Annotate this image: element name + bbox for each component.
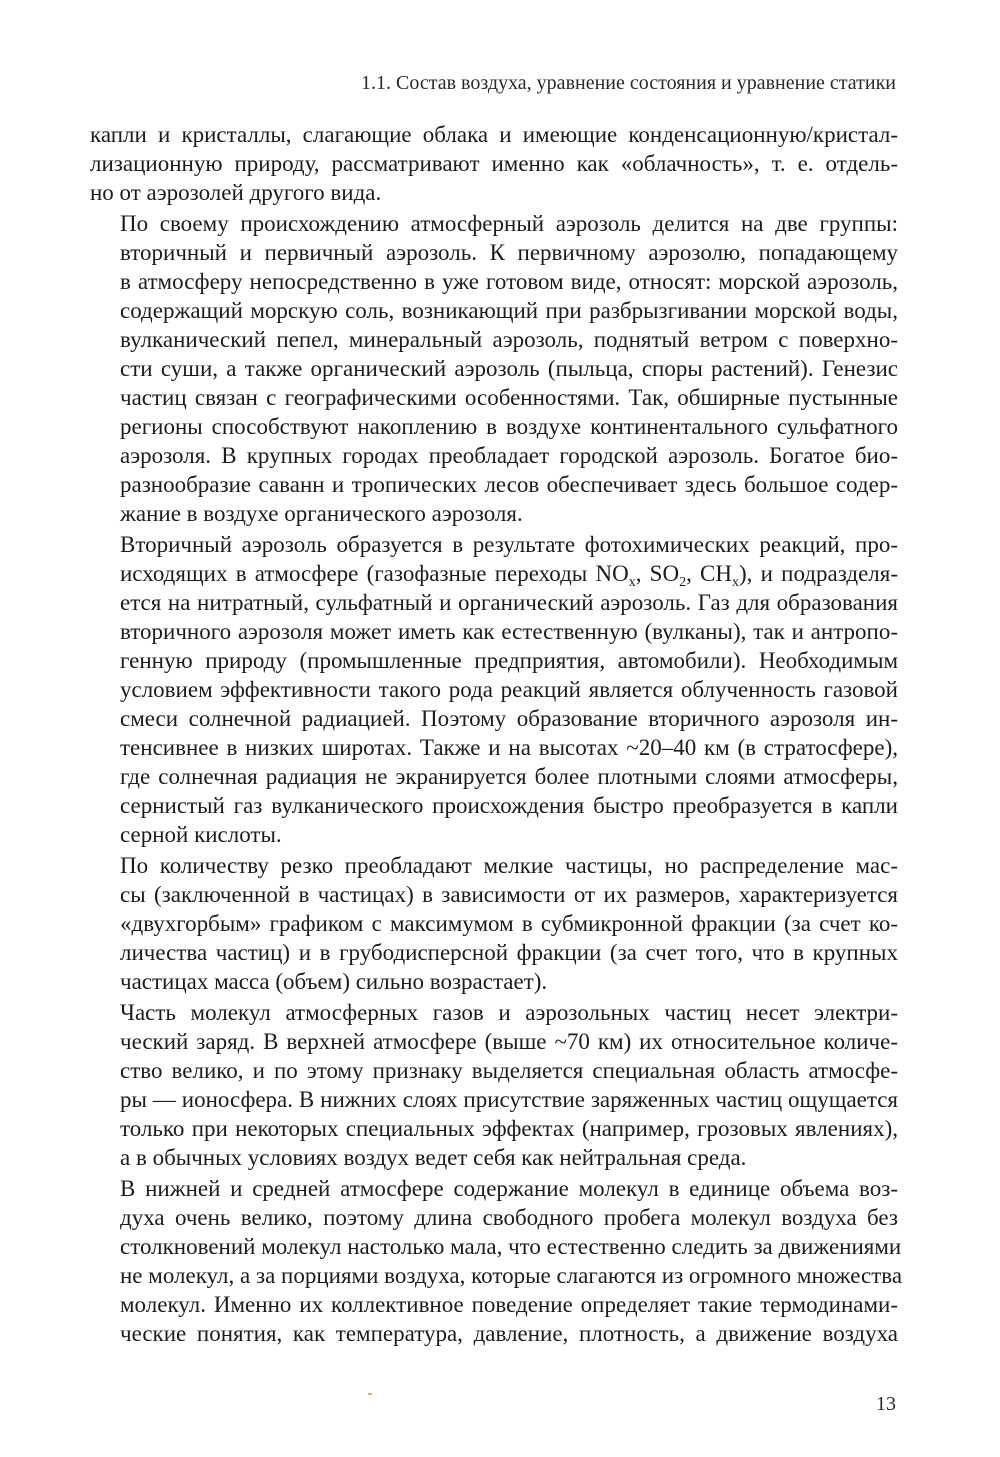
text-segment: , SO (635, 561, 680, 586)
text-segment: сернистый газ вулканического происхождения быстро преобразуется в капли (120, 793, 898, 818)
text-segment: По количеству резко преобладают мелкие частицы, но распределение мас- (120, 853, 898, 878)
text-line (90, 820, 898, 849)
text-segment: ры — ионосфера. В нижних слоях присутствие заряженных частиц ощущается (120, 1087, 898, 1112)
text-line (90, 588, 898, 617)
text-line (90, 530, 898, 559)
text-segment: личества частиц) и в грубодисперсной фракции (за счет того, что в крупных (120, 940, 898, 965)
text-line (90, 1290, 898, 1319)
paragraph (90, 851, 898, 996)
text-line (90, 383, 898, 412)
text-segment: но от аэрозолей другого вида. (90, 180, 382, 205)
text-line (90, 120, 898, 149)
text-line (90, 675, 898, 704)
text-segment: ческие понятия, как температура, давление, плотность, а движение воздуха (120, 1321, 898, 1346)
paragraph (90, 1174, 903, 1348)
text-line (90, 296, 898, 325)
text-segment: исходящих в атмосфере (газофазные переходы NO (120, 561, 629, 586)
text-segment: , CH (686, 561, 732, 586)
text-line (90, 998, 898, 1027)
text-line (90, 938, 898, 967)
text-line (90, 1203, 898, 1232)
text-segment: В нижней и средней атмосфере содержание молекул в единице объема воз- (120, 1176, 898, 1201)
text-line (90, 149, 898, 178)
text-segment: в атмосферу непосредственно в уже готовом виде, относят: морской аэрозоль, (120, 269, 898, 294)
subscript: x (732, 575, 739, 590)
text-segment: генную природу (промышленные предприятия, автомобили). Необходимым (120, 648, 898, 673)
text-segment: ческий заряд. В верхней атмосфере (выше ~70 км) их относительное количе- (120, 1029, 898, 1054)
text-line (90, 909, 898, 938)
text-segment: регионы способствуют накоплению в воздухе континентального сульфатного (120, 414, 898, 439)
text-line (90, 1232, 902, 1261)
text-line (90, 267, 898, 296)
text-segment: молекул. Именно их коллективное поведение определяет такие термодинами- (120, 1292, 898, 1317)
text-segment: Вторичный аэрозоль образуется в результате фотохимических реакций, про- (120, 532, 898, 557)
text-line (90, 412, 898, 441)
page-number: 13 (876, 1393, 896, 1415)
text-segment: частицах масса (объем) сильно возрастает). (120, 969, 548, 994)
text-segment: только при некоторых специальных эффектах (например, грозовых явлениях), (120, 1116, 898, 1141)
text-line (90, 1114, 898, 1143)
text-segment: где солнечная радиация не экранируется более плотными слоями атмосферы, (120, 764, 898, 789)
subscript: 2 (679, 575, 687, 590)
paragraph (90, 120, 898, 207)
text-segment: а в обычных условиях воздух ведет себя как нейтральная среда. (120, 1145, 747, 1170)
text-segment: аэрозоля. В крупных городах преобладает городской аэрозоль. Богатое био- (120, 443, 898, 468)
text-line (90, 354, 898, 383)
text-segment: Часть молекул атмосферных газов и аэрозольных частиц несет электри- (120, 1000, 898, 1025)
paragraph (90, 998, 898, 1172)
text-line (90, 967, 898, 996)
text-line (90, 762, 898, 791)
text-line (90, 238, 898, 267)
text-segment: условием эффективности такого рода реакций является облученность газовой (120, 677, 898, 702)
text-line (90, 617, 898, 646)
text-line (90, 1143, 898, 1172)
text-segment: жание в воздухе органического аэрозоля. (120, 501, 523, 526)
text-segment: ется на нитратный, сульфатный и органический аэрозоль. Газ для образования (120, 590, 898, 615)
text-line (90, 209, 898, 238)
text-line (90, 1085, 898, 1114)
text-line (90, 441, 898, 470)
text-line (90, 704, 898, 733)
body-text (90, 120, 903, 1348)
subscript: x (628, 575, 636, 590)
text-line (90, 499, 898, 528)
text-segment: вторичный и первичный аэрозоль. К первичному аэрозолю, попадающему (120, 240, 898, 265)
text-segment: лизационную природу, рассматривают именно как «облачность», т. е. отдель- (90, 151, 898, 176)
text-segment: не молекул, а за порциями воздуха, которые слагаются из огромного множества (120, 1263, 903, 1288)
text-line (90, 791, 898, 820)
text-segment: По своему происхождению атмосферный аэрозоль делится на две группы: (120, 211, 898, 236)
text-segment: разнообразие саванн и тропических лесов обеспечивает здесь большое содер- (120, 472, 898, 497)
text-segment: ство велико, и по этому признаку выделяется специальная область атмосфе- (120, 1058, 898, 1083)
text-segment: содержащий морскую соль, возникающий при разбрызгивании морской воды, (120, 298, 898, 323)
text-line (90, 851, 898, 880)
text-line (90, 1319, 898, 1348)
text-segment: вторичного аэрозоля может иметь как естественную (вулканы), так и антропо- (120, 619, 898, 644)
text-line (90, 178, 898, 207)
text-segment: ), и подразделя- (739, 561, 899, 586)
paragraph (90, 530, 898, 849)
text-line (90, 1056, 898, 1085)
text-segment: «двухгорбым» графиком с максимумом в субмикронной фракции (за счет ко- (120, 911, 898, 936)
paragraph (90, 209, 898, 528)
text-segment: сти суши, а также органический аэрозоль (пыльца, споры растений). Генезис (120, 356, 898, 381)
text-segment: вулканический пепел, минеральный аэрозоль, поднятый ветром с поверхно- (120, 327, 898, 352)
text-line (90, 880, 898, 909)
text-line (90, 1174, 898, 1203)
text-line (90, 559, 898, 588)
text-segment: серной кислоты. (120, 822, 282, 847)
text-line (90, 1027, 898, 1056)
text-line (90, 733, 898, 762)
text-line (90, 1261, 903, 1290)
text-segment: частиц связан с географическими особенностями. Так, обширные пустынные (120, 385, 898, 410)
text-segment: сы (заключенной в частицах) в зависимости от их размеров, характеризуется (120, 882, 898, 907)
text-segment: капли и кристаллы, слагающие облака и имеющие конденсационную/кристал- (90, 122, 898, 147)
text-line (90, 470, 898, 499)
text-segment: духа очень велико, поэтому длина свободного пробега молекул воздуха без (120, 1205, 898, 1230)
print-speck (368, 1393, 372, 1395)
text-segment: смеси солнечной радиацией. Поэтому образование вторичного аэрозоля ин- (120, 706, 898, 731)
running-header-title: 1.1. Состав воздуха, уравнение состояния и уравнение статики (361, 72, 896, 94)
text-line (90, 325, 898, 354)
text-line (90, 646, 898, 675)
text-segment: столкновений молекул настолько мала, что естественно следить за движениями (120, 1234, 902, 1259)
text-segment: тенсивнее в низких широтах. Также и на высотах ~20–40 км (в стратосфере), (120, 735, 898, 760)
